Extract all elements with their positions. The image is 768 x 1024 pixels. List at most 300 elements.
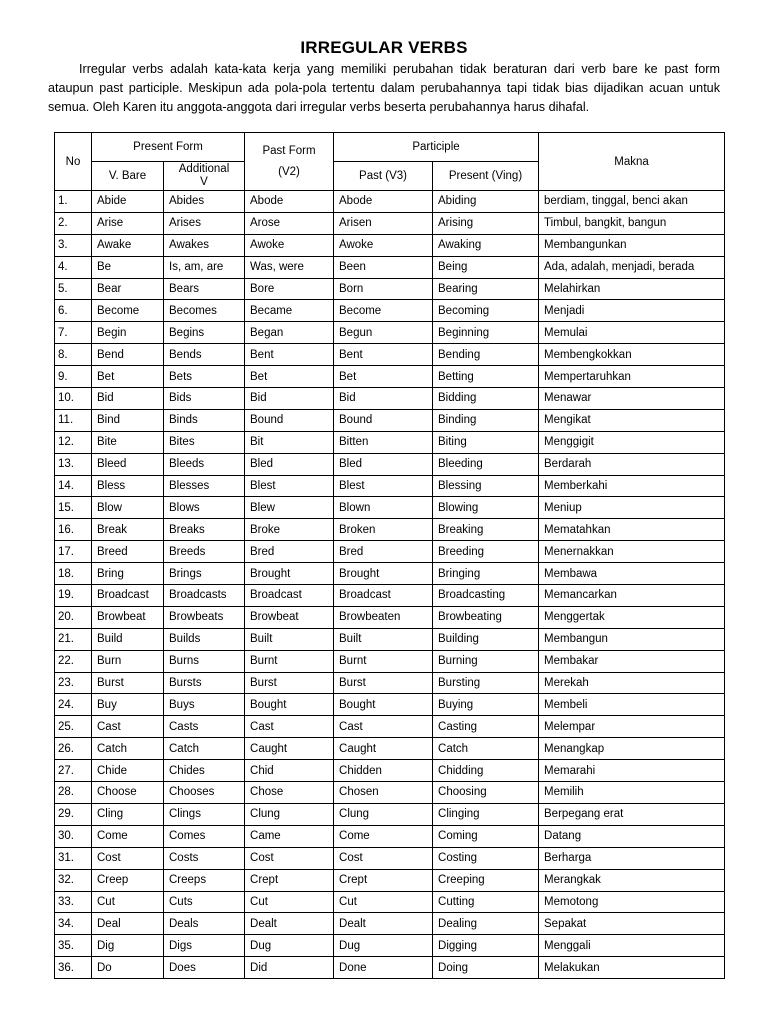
cell-past-form: Blew <box>245 497 334 519</box>
cell-v-bare: Breed <box>92 541 164 563</box>
cell-makna: Menernakkan <box>539 541 725 563</box>
table-row <box>55 431 725 453</box>
cell-present-participle: Biting <box>433 431 539 453</box>
cell-no: 31. <box>55 847 92 869</box>
cell-v-bare: Abide <box>92 191 164 213</box>
cell-no: 4. <box>55 256 92 278</box>
cell-past-form: Built <box>245 628 334 650</box>
cell-additional-v: Does <box>164 957 245 979</box>
cell-past-participle: Browbeaten <box>334 606 433 628</box>
cell-additional-v: Bids <box>164 388 245 410</box>
cell-no: 34. <box>55 913 92 935</box>
table-row <box>55 475 725 497</box>
cell-v-bare: Choose <box>92 782 164 804</box>
cell-makna: Ada, adalah, menjadi, berada <box>539 256 725 278</box>
cell-no: 19. <box>55 585 92 607</box>
table-row <box>55 585 725 607</box>
cell-past-participle: Bitten <box>334 431 433 453</box>
cell-past-form: Bled <box>245 453 334 475</box>
cell-past-participle: Chidden <box>334 760 433 782</box>
table-row <box>55 672 725 694</box>
cell-v-bare: Deal <box>92 913 164 935</box>
cell-present-participle: Bending <box>433 344 539 366</box>
intro-paragraph <box>48 60 720 117</box>
table-row <box>55 935 725 957</box>
cell-past-form: Began <box>245 322 334 344</box>
cell-present-participle: Chidding <box>433 760 539 782</box>
cell-past-participle: Broadcast <box>334 585 433 607</box>
cell-makna: Menawar <box>539 388 725 410</box>
cell-no: 24. <box>55 694 92 716</box>
intro-text: Irregular verbs adalah kata-kata kerja yang memiliki perubahan tidak beraturan dari verb bare ke past form ataupun past participle. Meskipun ada pola-pola tertentu dalam perubahannya tapi tidak bias dijadikan acuan untuk semua. Oleh Karen itu anggota-anggota dari irregular verbs beserta perubahannya harus dihafal. <box>48 62 720 114</box>
cell-past-participle: Clung <box>334 803 433 825</box>
table-row <box>55 212 725 234</box>
cell-additional-v: Builds <box>164 628 245 650</box>
cell-makna: Memilih <box>539 782 725 804</box>
cell-v-bare: Become <box>92 300 164 322</box>
cell-present-participle: Coming <box>433 825 539 847</box>
cell-additional-v: Burns <box>164 650 245 672</box>
cell-past-participle: Awoke <box>334 234 433 256</box>
table-row <box>55 957 725 979</box>
cell-past-form: Crept <box>245 869 334 891</box>
cell-past-form: Arose <box>245 212 334 234</box>
cell-no: 10. <box>55 388 92 410</box>
cell-v-bare: Awake <box>92 234 164 256</box>
cell-v-bare: Blow <box>92 497 164 519</box>
cell-additional-v: Abides <box>164 191 245 213</box>
cell-past-form: Came <box>245 825 334 847</box>
cell-past-participle: Bound <box>334 409 433 431</box>
cell-past-participle: Bought <box>334 694 433 716</box>
cell-additional-v: Breaks <box>164 519 245 541</box>
cell-present-participle: Bearing <box>433 278 539 300</box>
cell-v-bare: Build <box>92 628 164 650</box>
cell-present-participle: Broadcasting <box>433 585 539 607</box>
cell-past-participle: Arisen <box>334 212 433 234</box>
cell-past-form: Dug <box>245 935 334 957</box>
cell-makna: Menggertak <box>539 606 725 628</box>
cell-no: 30. <box>55 825 92 847</box>
cell-additional-v: Chides <box>164 760 245 782</box>
cell-past-form: Bent <box>245 344 334 366</box>
cell-makna: Mempertaruhkan <box>539 366 725 388</box>
cell-additional-v: Arises <box>164 212 245 234</box>
cell-additional-v: Chooses <box>164 782 245 804</box>
cell-makna: Mematahkan <box>539 519 725 541</box>
cell-no: 5. <box>55 278 92 300</box>
cell-v-bare: Dig <box>92 935 164 957</box>
cell-v-bare: Cast <box>92 716 164 738</box>
table-row <box>55 234 725 256</box>
header-past-form-line2: (V2) <box>278 165 300 178</box>
table-row <box>55 256 725 278</box>
cell-present-participle: Betting <box>433 366 539 388</box>
cell-v-bare: Creep <box>92 869 164 891</box>
cell-no: 28. <box>55 782 92 804</box>
table-row <box>55 825 725 847</box>
cell-no: 15. <box>55 497 92 519</box>
cell-v-bare: Bid <box>92 388 164 410</box>
cell-past-participle: Bent <box>334 344 433 366</box>
table-row <box>55 738 725 760</box>
table-row <box>55 782 725 804</box>
table-header <box>55 133 725 191</box>
cell-past-form: Cost <box>245 847 334 869</box>
cell-additional-v: Broadcasts <box>164 585 245 607</box>
table-row <box>55 453 725 475</box>
cell-makna: Berpegang erat <box>539 803 725 825</box>
cell-additional-v: Deals <box>164 913 245 935</box>
cell-no: 22. <box>55 650 92 672</box>
cell-makna: Membengkokkan <box>539 344 725 366</box>
cell-additional-v: Blows <box>164 497 245 519</box>
cell-v-bare: Cut <box>92 891 164 913</box>
cell-additional-v: Blesses <box>164 475 245 497</box>
page-title: IRREGULAR VERBS <box>300 38 468 57</box>
table-row <box>55 344 725 366</box>
cell-present-participle: Costing <box>433 847 539 869</box>
table-row <box>55 191 725 213</box>
cell-additional-v: Becomes <box>164 300 245 322</box>
cell-past-form: Brought <box>245 563 334 585</box>
table-row <box>55 497 725 519</box>
cell-present-participle: Digging <box>433 935 539 957</box>
cell-present-participle: Choosing <box>433 782 539 804</box>
cell-v-bare: Break <box>92 519 164 541</box>
cell-v-bare: Burst <box>92 672 164 694</box>
table-row <box>55 300 725 322</box>
cell-v-bare: Bleed <box>92 453 164 475</box>
header-present-ving: Present (Ving) <box>433 162 539 191</box>
cell-past-form: Bid <box>245 388 334 410</box>
cell-past-form: Abode <box>245 191 334 213</box>
cell-present-participle: Being <box>433 256 539 278</box>
table-row <box>55 891 725 913</box>
cell-makna: Menjadi <box>539 300 725 322</box>
cell-makna: berdiam, tinggal, benci akan <box>539 191 725 213</box>
cell-v-bare: Bless <box>92 475 164 497</box>
cell-past-form: Bit <box>245 431 334 453</box>
cell-present-participle: Doing <box>433 957 539 979</box>
table-row <box>55 322 725 344</box>
cell-makna: Membeli <box>539 694 725 716</box>
cell-present-participle: Clinging <box>433 803 539 825</box>
cell-present-participle: Catch <box>433 738 539 760</box>
table-row <box>55 563 725 585</box>
cell-additional-v: Cuts <box>164 891 245 913</box>
cell-makna: Datang <box>539 825 725 847</box>
cell-past-participle: Cut <box>334 891 433 913</box>
table-row <box>55 409 725 431</box>
cell-past-form: Cast <box>245 716 334 738</box>
cell-past-participle: Dug <box>334 935 433 957</box>
cell-additional-v: Digs <box>164 935 245 957</box>
cell-no: 17. <box>55 541 92 563</box>
cell-no: 32. <box>55 869 92 891</box>
cell-makna: Membakar <box>539 650 725 672</box>
cell-v-bare: Arise <box>92 212 164 234</box>
cell-past-participle: Come <box>334 825 433 847</box>
cell-past-form: Awoke <box>245 234 334 256</box>
cell-v-bare: Bite <box>92 431 164 453</box>
cell-makna: Memotong <box>539 891 725 913</box>
header-makna: Makna <box>539 133 725 191</box>
cell-past-participle: Cost <box>334 847 433 869</box>
cell-past-participle: Chosen <box>334 782 433 804</box>
table-row <box>55 650 725 672</box>
cell-past-participle: Born <box>334 278 433 300</box>
cell-no: 6. <box>55 300 92 322</box>
cell-additional-v: Bends <box>164 344 245 366</box>
cell-present-participle: Browbeating <box>433 606 539 628</box>
cell-no: 14. <box>55 475 92 497</box>
table-row <box>55 541 725 563</box>
header-past-form-line1: Past Form <box>262 144 316 157</box>
cell-past-form: Clung <box>245 803 334 825</box>
header-past-v3: Past (V3) <box>334 162 433 191</box>
cell-makna: Timbul, bangkit, bangun <box>539 212 725 234</box>
cell-past-participle: Burst <box>334 672 433 694</box>
table-body <box>55 191 725 979</box>
cell-v-bare: Bend <box>92 344 164 366</box>
cell-past-form: Broadcast <box>245 585 334 607</box>
cell-present-participle: Breeding <box>433 541 539 563</box>
cell-no: 8. <box>55 344 92 366</box>
cell-makna: Melempar <box>539 716 725 738</box>
cell-no: 13. <box>55 453 92 475</box>
cell-present-participle: Creeping <box>433 869 539 891</box>
cell-past-form: Browbeat <box>245 606 334 628</box>
cell-present-participle: Abiding <box>433 191 539 213</box>
cell-v-bare: Buy <box>92 694 164 716</box>
cell-present-participle: Binding <box>433 409 539 431</box>
irregular-verbs-table <box>54 132 725 979</box>
cell-past-form: Bore <box>245 278 334 300</box>
cell-additional-v: Brings <box>164 563 245 585</box>
cell-v-bare: Cling <box>92 803 164 825</box>
cell-present-participle: Blessing <box>433 475 539 497</box>
cell-past-form: Bound <box>245 409 334 431</box>
cell-past-form: Bet <box>245 366 334 388</box>
cell-no: 23. <box>55 672 92 694</box>
cell-additional-v: Casts <box>164 716 245 738</box>
cell-past-participle: Begun <box>334 322 433 344</box>
cell-present-participle: Dealing <box>433 913 539 935</box>
cell-makna: Memarahi <box>539 760 725 782</box>
cell-makna: Membawa <box>539 563 725 585</box>
cell-additional-v: Bets <box>164 366 245 388</box>
cell-makna: Melakukan <box>539 957 725 979</box>
cell-past-form: Burst <box>245 672 334 694</box>
cell-additional-v: Is, am, are <box>164 256 245 278</box>
cell-present-participle: Casting <box>433 716 539 738</box>
cell-no: 1. <box>55 191 92 213</box>
cell-past-participle: Abode <box>334 191 433 213</box>
cell-v-bare: Chide <box>92 760 164 782</box>
cell-additional-v: Begins <box>164 322 245 344</box>
cell-additional-v: Breeds <box>164 541 245 563</box>
cell-no: 35. <box>55 935 92 957</box>
header-no: No <box>55 133 92 191</box>
cell-present-participle: Bursting <box>433 672 539 694</box>
cell-past-participle: Burnt <box>334 650 433 672</box>
cell-makna: Berharga <box>539 847 725 869</box>
cell-additional-v: Bears <box>164 278 245 300</box>
table-row <box>55 519 725 541</box>
cell-makna: Meniup <box>539 497 725 519</box>
cell-past-participle: Brought <box>334 563 433 585</box>
table-row <box>55 803 725 825</box>
cell-v-bare: Broadcast <box>92 585 164 607</box>
table-row <box>55 716 725 738</box>
cell-no: 21. <box>55 628 92 650</box>
cell-past-participle: Been <box>334 256 433 278</box>
cell-past-participle: Become <box>334 300 433 322</box>
cell-no: 12. <box>55 431 92 453</box>
cell-past-participle: Bid <box>334 388 433 410</box>
cell-additional-v: Catch <box>164 738 245 760</box>
cell-makna: Melahirkan <box>539 278 725 300</box>
cell-past-form: Chose <box>245 782 334 804</box>
cell-v-bare: Cost <box>92 847 164 869</box>
cell-additional-v: Awakes <box>164 234 245 256</box>
cell-v-bare: Begin <box>92 322 164 344</box>
table-row <box>55 760 725 782</box>
cell-past-participle: Caught <box>334 738 433 760</box>
cell-no: 26. <box>55 738 92 760</box>
cell-present-participle: Burning <box>433 650 539 672</box>
header-additional-line2: V <box>200 176 208 188</box>
cell-no: 20. <box>55 606 92 628</box>
header-v-bare: V. Bare <box>92 162 164 191</box>
cell-past-form: Chid <box>245 760 334 782</box>
cell-present-participle: Bidding <box>433 388 539 410</box>
cell-makna: Berdarah <box>539 453 725 475</box>
table-row <box>55 869 725 891</box>
table-row <box>55 278 725 300</box>
table-row <box>55 366 725 388</box>
cell-present-participle: Cutting <box>433 891 539 913</box>
cell-makna: Merekah <box>539 672 725 694</box>
cell-past-form: Became <box>245 300 334 322</box>
cell-past-participle: Cast <box>334 716 433 738</box>
table-row <box>55 628 725 650</box>
cell-present-participle: Arising <box>433 212 539 234</box>
cell-no: 18. <box>55 563 92 585</box>
cell-no: 16. <box>55 519 92 541</box>
cell-v-bare: Browbeat <box>92 606 164 628</box>
cell-past-form: Did <box>245 957 334 979</box>
cell-additional-v: Bursts <box>164 672 245 694</box>
cell-present-participle: Blowing <box>433 497 539 519</box>
cell-present-participle: Beginning <box>433 322 539 344</box>
cell-past-form: Cut <box>245 891 334 913</box>
cell-makna: Merangkak <box>539 869 725 891</box>
table-row <box>55 606 725 628</box>
cell-no: 9. <box>55 366 92 388</box>
cell-additional-v: Buys <box>164 694 245 716</box>
cell-past-participle: Bred <box>334 541 433 563</box>
cell-makna: Membangun <box>539 628 725 650</box>
cell-past-form: Burnt <box>245 650 334 672</box>
cell-additional-v: Browbeats <box>164 606 245 628</box>
cell-present-participle: Bleeding <box>433 453 539 475</box>
cell-past-form: Bought <box>245 694 334 716</box>
cell-v-bare: Burn <box>92 650 164 672</box>
cell-present-participle: Bringing <box>433 563 539 585</box>
cell-additional-v: Comes <box>164 825 245 847</box>
cell-v-bare: Bind <box>92 409 164 431</box>
table-row <box>55 694 725 716</box>
cell-past-participle: Built <box>334 628 433 650</box>
cell-past-participle: Blest <box>334 475 433 497</box>
cell-v-bare: Bear <box>92 278 164 300</box>
cell-no: 33. <box>55 891 92 913</box>
cell-no: 11. <box>55 409 92 431</box>
cell-additional-v: Costs <box>164 847 245 869</box>
cell-past-form: Bred <box>245 541 334 563</box>
cell-past-form: Dealt <box>245 913 334 935</box>
cell-additional-v: Creeps <box>164 869 245 891</box>
cell-v-bare: Come <box>92 825 164 847</box>
cell-past-form: Caught <box>245 738 334 760</box>
cell-makna: Memberkahi <box>539 475 725 497</box>
cell-past-participle: Crept <box>334 869 433 891</box>
cell-makna: Mengikat <box>539 409 725 431</box>
cell-past-form: Broke <box>245 519 334 541</box>
cell-v-bare: Be <box>92 256 164 278</box>
cell-v-bare: Do <box>92 957 164 979</box>
cell-makna: Membangunkan <box>539 234 725 256</box>
cell-past-participle: Bet <box>334 366 433 388</box>
cell-additional-v: Bleeds <box>164 453 245 475</box>
cell-no: 36. <box>55 957 92 979</box>
cell-v-bare: Bring <box>92 563 164 585</box>
cell-present-participle: Becoming <box>433 300 539 322</box>
cell-no: 3. <box>55 234 92 256</box>
header-additional-line1: Additional <box>178 163 230 175</box>
cell-present-participle: Breaking <box>433 519 539 541</box>
cell-no: 29. <box>55 803 92 825</box>
header-present-form: Present Form <box>92 133 245 162</box>
table-row <box>55 847 725 869</box>
cell-makna: Menggali <box>539 935 725 957</box>
cell-present-participle: Awaking <box>433 234 539 256</box>
cell-no: 7. <box>55 322 92 344</box>
header-past-form <box>245 133 334 191</box>
cell-makna: Menangkap <box>539 738 725 760</box>
cell-past-participle: Bled <box>334 453 433 475</box>
cell-past-participle: Done <box>334 957 433 979</box>
cell-makna: Memancarkan <box>539 585 725 607</box>
cell-makna: Sepakat <box>539 913 725 935</box>
cell-past-form: Was, were <box>245 256 334 278</box>
cell-v-bare: Bet <box>92 366 164 388</box>
cell-makna: Memulai <box>539 322 725 344</box>
table-row <box>55 913 725 935</box>
cell-additional-v: Clings <box>164 803 245 825</box>
header-additional-v <box>164 162 245 191</box>
cell-no: 25. <box>55 716 92 738</box>
cell-present-participle: Buying <box>433 694 539 716</box>
cell-past-participle: Broken <box>334 519 433 541</box>
header-participle: Participle <box>334 133 539 162</box>
cell-makna: Menggigit <box>539 431 725 453</box>
cell-v-bare: Catch <box>92 738 164 760</box>
cell-no: 2. <box>55 212 92 234</box>
table-row <box>55 388 725 410</box>
